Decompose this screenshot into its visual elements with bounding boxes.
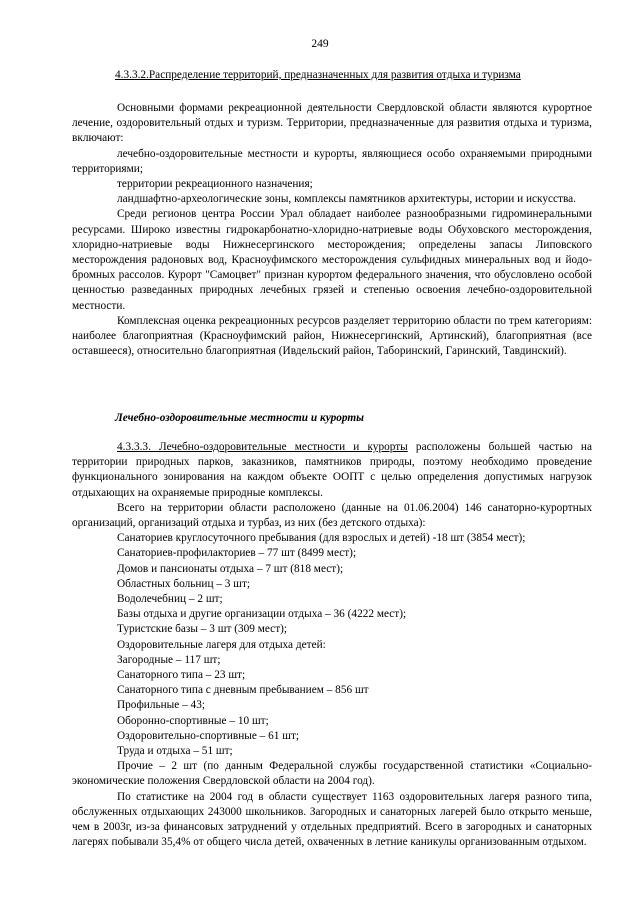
resorts-text: расположены большей частью на территории природных парков, заказников, памятников природы, поэтому необходимо проведение функционального зонирования на каждом объекте ООПТ с целью определения допустимых нагрузок отдыхающих на охраняемые природные комплексы.: [72, 441, 592, 499]
facility-item: Оздоровительно-спортивные – 61 шт;: [117, 729, 300, 742]
resorts-section: [72, 440, 592, 850]
facility-item: Загородные – 117 шт;: [117, 653, 221, 666]
facility-item: Базы отдыха и другие организации отдыха – 36 (4222 мест);: [117, 608, 407, 621]
other-item: Прочие – 2 шт (по данным Федеральной службы государственной статистики «Социально-экономические положения Свердловской области на 2004 год).: [72, 760, 592, 788]
facility-item: Санаториев-профилакториев – 77 шт (8499 мест);: [117, 547, 357, 560]
resorts-reference: 4.3.3.3. Лечебно-оздоровительные местности и курорты: [117, 441, 408, 453]
facility-item: Водолечебниц – 2 шт;: [117, 593, 223, 606]
facility-item: Домов и пансионаты отдыха – 7 шт (818 мест);: [117, 562, 344, 575]
facility-item: Профильные – 43;: [117, 699, 205, 712]
recreation-section: [72, 101, 592, 359]
facility-item: Санаториев круглосуточного пребывания (для взрослых и детей) -18 шт (3854 мест);: [117, 532, 526, 545]
territory-item: территории рекреационного назначения;: [117, 178, 313, 191]
facility-item: Труда и отдыха – 51 шт;: [117, 745, 233, 758]
facility-item: Оборонно-спортивные – 10 шт;: [117, 714, 269, 727]
facility-item: Санаторного типа – 23 шт;: [117, 669, 246, 682]
assessment-paragraph: Комплексная оценка рекреационных ресурсов разделяет территорию области по трем категориям: наиболее благоприятная (Красноуфимский район, Нижнесергинский, Артинский), благоприятная (все оставшееся), относительно благоприятная (Ивдельский район, Таборинский, Гаринский, Тавдинский).: [72, 314, 592, 358]
subheading: Лечебно-оздоровительные местности и курорты: [115, 412, 364, 424]
facility-item: Областных больниц – 3 шт;: [117, 577, 251, 590]
facility-item: Санаторного типа с дневным пребыванием – 856 шт: [117, 684, 369, 697]
section-heading: 4.3.3.2.Распределение территорий, предназначенных для развития отдыха и туризма: [115, 69, 521, 81]
stats-paragraph: По статистике на 2004 год в области существует 1163 оздоровительных лагеря разного типа, обслуженных отдыхающих 243000 школьников. Загородных и санаторных лагерей было открыто меньше, чем в 2003г, из-за финансовых затруднений у отдельных предприятий. Всего в загородных и санаторных лагерях побывали 35,4% от общего числа детей, охваченных в летние каникулы организованным отдыхом.: [72, 790, 592, 849]
resorts-paragraph: [72, 440, 592, 501]
intro-paragraph: Основными формами рекреационной деятельности Свердловской области являются курортное лечение, оздоровительный отдых и туризм. Территории, предназначенные для развития отдыха и туризма, включают:: [72, 102, 592, 145]
territory-item: лечебно-оздоровительные местности и курорты, являющиеся особо охраняемыми природными территориями;: [72, 147, 592, 175]
facility-item: Туристские базы – 3 шт (309 мест);: [117, 623, 288, 636]
page-number: 249: [311, 38, 329, 50]
facility-item: Оздоровительные лагеря для отдыха детей:: [117, 638, 326, 651]
count-intro: Всего на территории области расположено (данные на 01.06.2004) 146 санаторно-курортных организаций, организаций отдыха и турбаз, из них (без детского отдыха):: [72, 501, 592, 530]
territory-item: ландшафтно-археологические зоны, комплексы памятников архитектуры, истории и искусства.: [117, 193, 576, 206]
resources-paragraph: Среди регионов центра России Урал обладает наиболее разнообразными гидроминеральными ресурсами. Широко известны гидрокарбонатно-хлоридно-натриевые воды Обуховского месторождения, хлоридно-натриевые воды Нижнесергинского месторождения; определены запасы Липовского месторождения радоновых вод, Красноуфимского месторождения сульфидных минеральных вод и йодо-бромных рассолов. Курорт "Самоцвет" признан курортом федерального значения, что обусловлено особой ценностью разведанных природных лечебных грязей и степенью освоения лечебно-оздоровительной местности.: [72, 208, 592, 312]
